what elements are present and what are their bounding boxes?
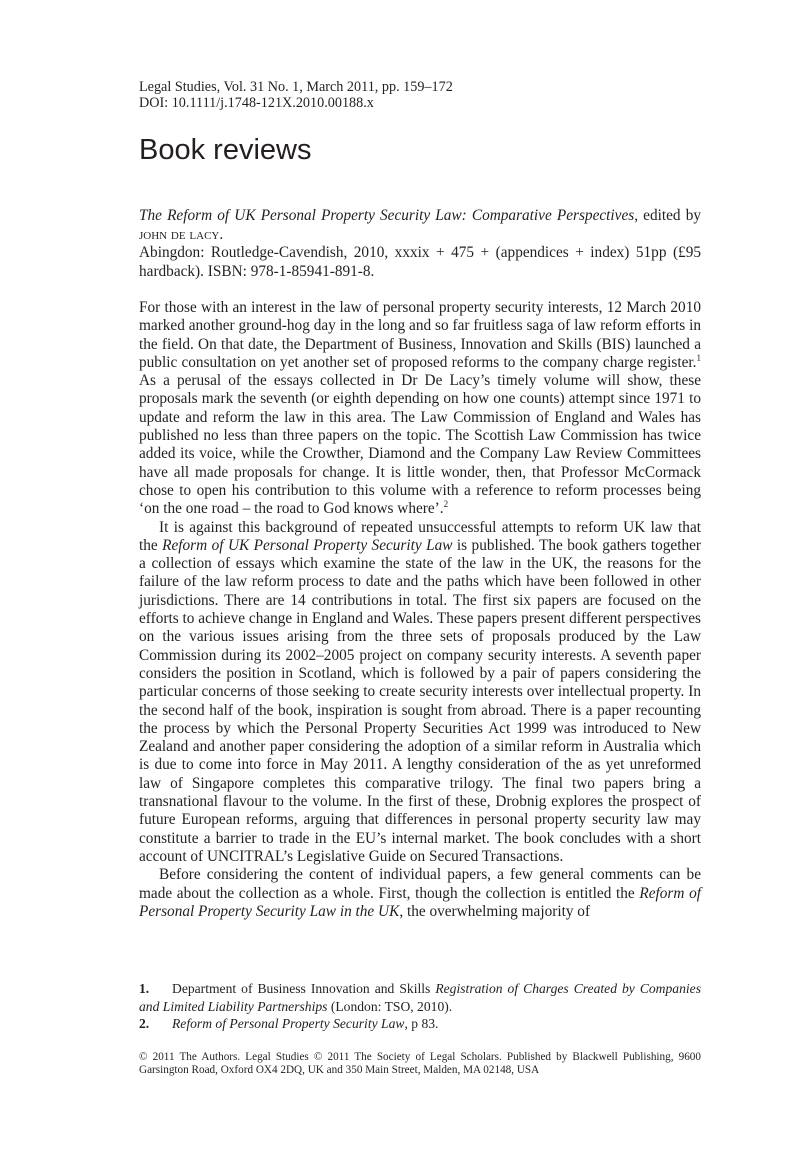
review-body [139, 299, 701, 921]
book-citation: The Reform of UK Personal Property Security Law: Comparative Perspectives, edited by john de lacy. [139, 207, 701, 243]
copyright-notice: © 2011 The Authors. Legal Studies © 2011 The Society of Legal Scholars. Published by Blackwell Publishing, 9600 Garsington Road, Oxford OX4 2DQ, UK and 350 Main Street, Malden, MA 02148, USA [139, 1051, 701, 1076]
edited-by: , edited by [634, 207, 701, 224]
footnote-1: 1. Department of Business Innovation and Skills Registration of Charges Created by Companies and Limited Liability Partnerships (London: TSO, 2010). [139, 981, 701, 1014]
footnote-2: 2. Reform of Personal Property Security Law, p 83. [139, 1016, 439, 1031]
footnote-ref-1: 1 [696, 352, 701, 363]
paragraph-3: Before considering the content of individual papers, a few general comments can be made about the collection as a whole. First, though the collection is entitled the Reform of Personal Property Security Law in the UK, the overwhelming majority of [139, 866, 701, 920]
journal-citation: Legal Studies, Vol. 31 No. 1, March 2011, pp. 159–172 [139, 79, 453, 95]
book-title: The Reform of UK Personal Property Security Law: Comparative Perspectives [139, 207, 635, 224]
publication-info: Abingdon: Routledge-Cavendish, 2010, xxxix + 475 + (appendices + index) 51pp (£95 hardback). ISBN: 978-1-85941-891-8. [139, 244, 701, 280]
doi: DOI: 10.1111/j.1748-121X.2010.00188.x [139, 94, 374, 111]
paragraph-2: It is against this background of repeated unsuccessful attempts to reform UK law that the Reform of UK Personal Property Security Law is published. The book gathers together a collection of essays which examine the state of the law in the UK, the reasons for the failure of the law reform process to date and the paths which have been followed in other jurisdictions. There are 14 contributions in total. The first six papers are focused on the efforts to achieve change in England and Wales. These papers present different perspectives on the various issues arising from the three sets of proposals produced by the Law Commission during its 2002–2005 project on company security interests. A seventh paper considers the position in Scotland, which is followed by a pair of papers considering the particular concerns of those seeking to create security interests over intellectual property. In the second half of the book, inspiration is sought from abroad. There is a paper recounting the process by which the Personal Property Securities Act 1999 was introduced to New Zealand and another paper considering the adoption of a similar reform in Australia which is due to come into force in May 2011. A lengthy consideration of the as yet unreformed law of Singapore completes this comparative trilogy. The final two papers bring a transnational flavour to the volume. In the first of these, Drobnig explores the prospect of future European reforms, arguing that differences in personal property security law may constitute a barrier to trade in the EU’s internal market. The book concludes with a short account of UNCITRAL’s Legislative Guide on Secured Transactions. [139, 518, 701, 865]
section-title: Book reviews [139, 134, 312, 166]
page-content [139, 80, 701, 921]
footnotes [139, 980, 701, 1033]
review-header [139, 207, 701, 281]
editor-name: john de lacy [139, 225, 220, 243]
paragraph-1: For those with an interest in the law of personal property security interests, 12 March 2010 marked another ground-hog day in the long and so far fruitless saga of law reform efforts in the field. On that date, the Department of Business, Innovation and Skills (BIS) launched a public consultation on yet another set of proposed reforms to the company charge register.$^1$ As a perusal of the essays collected in Dr De Lacy’s timely volume will show, these proposals mark the seventh (or eighth depending on how one counts) attempt since 1971 to update and reform the law in this area. The Law Commission of England and Wales has published no less than three papers on the topic. The Scottish Law Commission has twice added its voice, while the Crowther, Diamond and the Company Law Review Committees have all made proposals for change. It is little wonder, then, that Professor McCormack chose to open his contribution to this volume with a reference to reform processes being ‘on the one road – the road to God knows where’.$^2$ [139, 299, 701, 518]
journal-info [139, 80, 701, 111]
footnote-ref-2: 2 [443, 499, 449, 510]
